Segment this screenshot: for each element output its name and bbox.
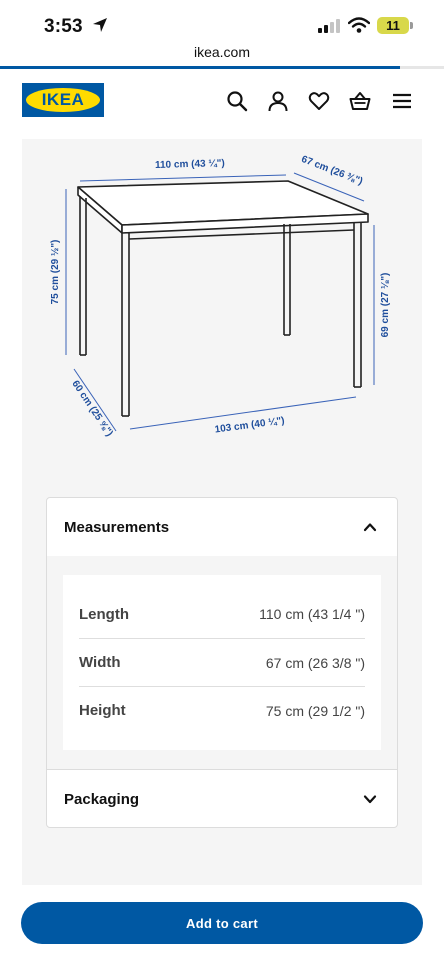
measurements-title: Measurements: [64, 518, 170, 536]
dim-bottom-depth: 60 cm (25 ⅝"): [69, 378, 115, 439]
measurements-card: [63, 575, 381, 750]
search-icon[interactable]: [226, 90, 248, 112]
table-dimensions-diagram: [22, 139, 422, 479]
signal-icon: [318, 19, 340, 33]
status-bar: [0, 0, 444, 50]
measurements-header[interactable]: [47, 498, 397, 556]
basket-icon[interactable]: [349, 90, 371, 112]
measurement-label: Height: [79, 702, 126, 719]
url-bar[interactable]: [0, 44, 444, 66]
chevron-down-icon[interactable]: [363, 792, 377, 806]
measurement-value: 75 cm (29 1/2 "): [265, 702, 365, 719]
measurement-row-height: [79, 686, 365, 734]
user-icon[interactable]: [267, 90, 289, 112]
measurement-value: 67 cm (26 3/8 "): [265, 654, 365, 671]
battery-icon: 11: [377, 17, 409, 34]
location-arrow-icon: [92, 17, 108, 33]
ikea-logo-text: IKEA: [41, 90, 85, 109]
measurement-row-width: [79, 638, 365, 686]
chevron-up-icon[interactable]: [363, 520, 377, 534]
menu-icon[interactable]: [391, 90, 413, 112]
measurement-label: Width: [79, 654, 121, 671]
battery-nub: [410, 22, 413, 29]
packaging-title: Packaging: [64, 790, 140, 808]
ikea-logo-oval: [26, 88, 100, 112]
dim-total-height: 75 cm (29 ½"): [50, 239, 61, 305]
table-illustration: [78, 181, 368, 416]
measurements-panel: [47, 556, 397, 769]
url-text: ikea.com: [193, 44, 251, 60]
packaging-header[interactable]: [47, 769, 397, 828]
dim-top-width: 110 cm (43 ¼"): [154, 157, 225, 172]
dim-leg-height: 69 cm (27 ⅛"): [380, 272, 391, 338]
add-to-cart-button[interactable]: Add to cart: [21, 902, 423, 944]
dim-top-depth: 67 cm (26 ⅜"): [299, 153, 365, 188]
heart-icon[interactable]: [308, 90, 330, 112]
site-header: [0, 69, 444, 133]
product-info-accordion: [46, 497, 398, 828]
dim-bottom-width: 103 cm (40 ¼"): [214, 415, 286, 436]
status-time: 3:53: [44, 16, 83, 37]
ikea-logo[interactable]: [22, 83, 104, 117]
measurement-row-length: [79, 590, 365, 638]
measurement-label: Length: [79, 605, 129, 623]
wifi-icon: [348, 17, 370, 33]
measurement-value: 110 cm (43 1/4 "): [259, 606, 365, 622]
